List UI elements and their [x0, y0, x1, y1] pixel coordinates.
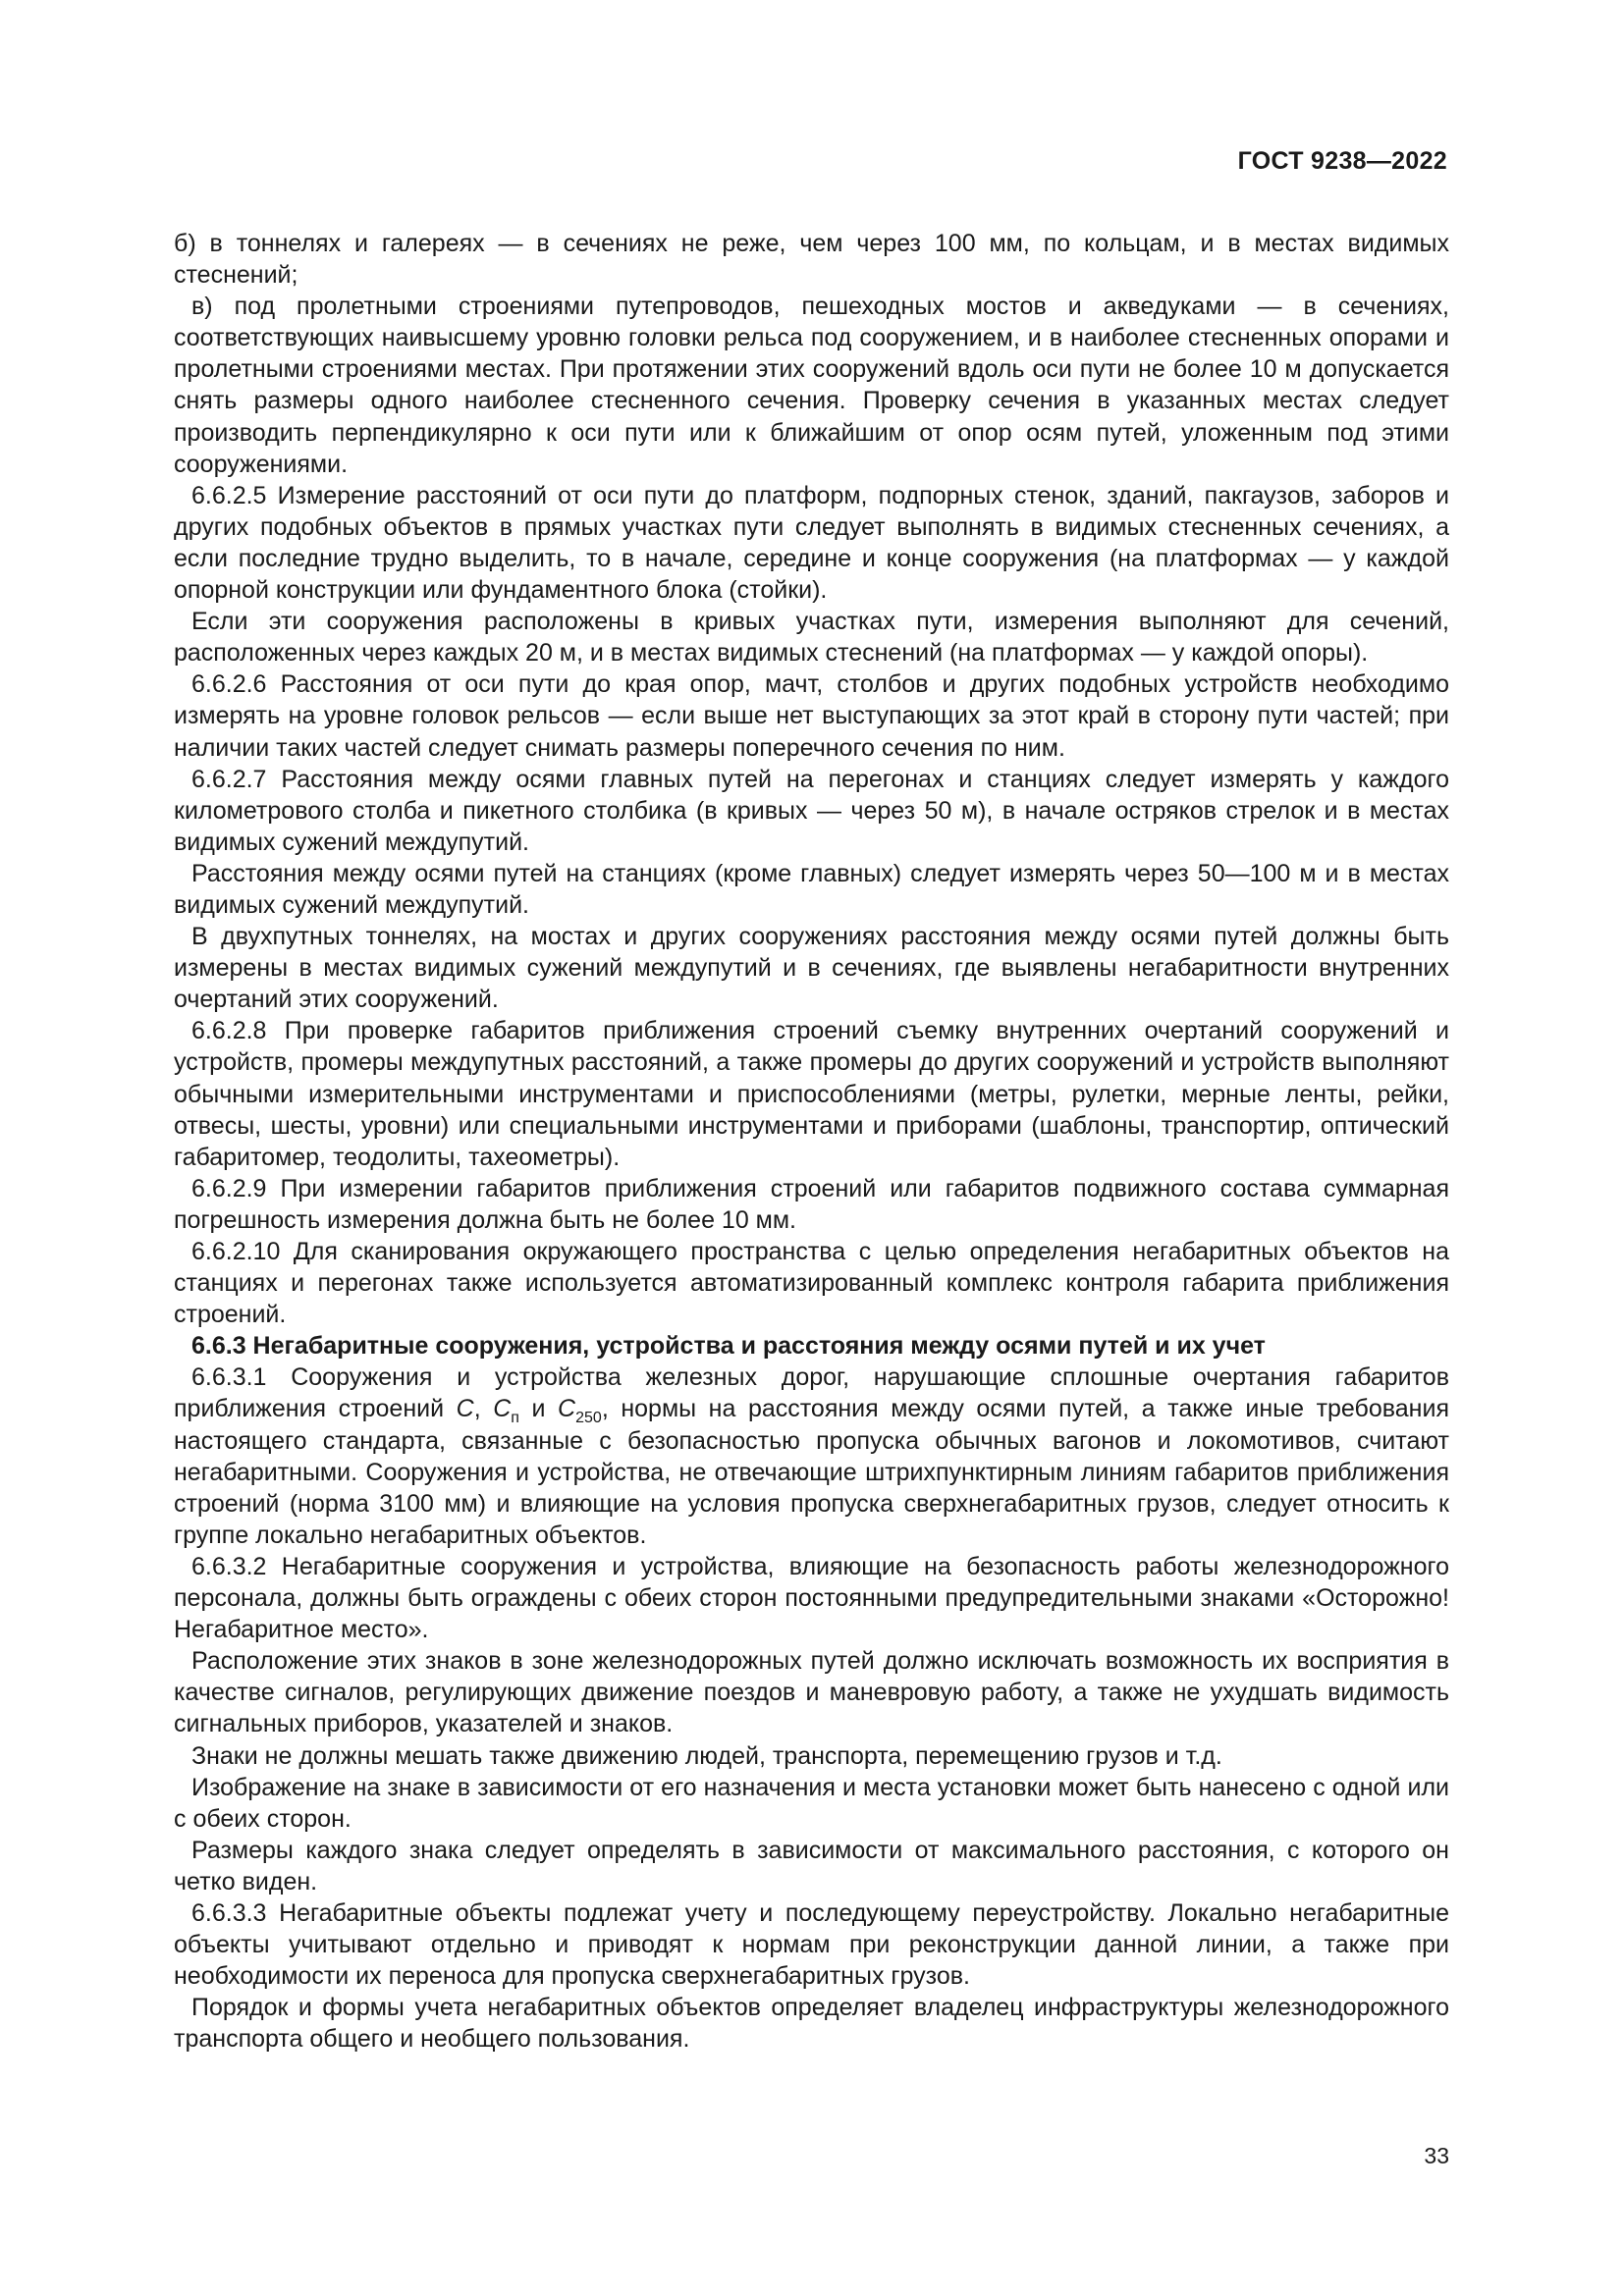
- symbol-c-p: С: [493, 1395, 512, 1423]
- document-code: ГОСТ 9238—2022: [1237, 147, 1447, 175]
- paragraph-b-tunnels: б) в тоннелях и галереях — в сечениях не реже, чем через 100 мм, по кольцам, и в местах видимых стеснений;: [174, 230, 1449, 290]
- paragraph-station-tracks: Расстояния между осями путей на станциях (кроме главных) следует измерять через 50—100 м и в местах видимых сужений междупутий.: [174, 859, 1449, 919]
- paragraph-6-6-2-9: 6.6.2.9 При измерении габаритов приближения строений или габаритов подвижного состава суммарная погрешность измерения должна быть не более 10 мм.: [174, 1174, 1449, 1234]
- paragraph-v-overpasses: в) под пролетными строениями путепроводов, пешеходных мостов и акведуками — в сечениях, соответствующих наивысшему уровню головки рельса под сооружением, и в наиболее стесненных опорами и пролетными строениями местах. При протяжении этих сооружений вдоль оси пути не более 10 м допускается снять размеры одного наиболее стесненного сечения. Проверку сечения в указанных местах следует производить перпендикулярно к оси пути или к ближайшим от опор осям путей, уложенным под этими сооружениями.: [174, 293, 1449, 478]
- paragraph-6-6-2-8: 6.6.2.8 При проверке габаритов приближения строений съемку внутренних очертаний сооружений и устройств, промеры междупутных расстояний, а также промеры до других сооружений и устройств выполняют обычными измерительными инструментами и приспособлениями (метры, рулетки, мерные ленты, рейки, отвесы, шесты, уровни) или специальными инструментами и приборами (шаблоны, транспортир, оптический габаритомер, теодолиты, тахеометры).: [174, 1017, 1449, 1171]
- symbol-c-250: С: [558, 1395, 576, 1423]
- paragraph-sign-size: Размеры каждого знака следует определять в зависимости от максимального расстояния, с которого он четко виден.: [174, 1836, 1449, 1896]
- paragraph-6-6-3-1-rest: , нормы на расстояния между осями путей, а также иные требования настоящего стандарта, связанные с безопасностью пропуска обычных вагонов и локомотивов, считают негабаритными. Сооружения и устройства, не отвечающие штрихпунктирным линиям габаритов приближения строений (норма 3100 мм) и влияющие на условия пропуска сверхнегабаритных грузов, следует относить к группе локально негабаритных объектов.: [174, 1395, 1449, 1549]
- section-heading-6-6-3: 6.6.3 Негабаритные сооружения, устройства и расстояния между осями путей и их учет: [191, 1332, 1266, 1361]
- separator-and: и: [518, 1395, 559, 1423]
- paragraph-6-6-2-6: 6.6.2.6 Расстояния от оси пути до края опор, мачт, столбов и других подобных устройств необходимо измерять на уровне головок рельсов — если выше нет выступающих за этот край в сторону пути частей; при наличии таких частей следует снимать размеры поперечного сечения по ним.: [174, 670, 1449, 762]
- separator-comma: ,: [473, 1395, 494, 1423]
- paragraph-6-6-3-3: 6.6.3.3 Негабаритные объекты подлежат учету и последующему переустройству. Локально негабаритные объекты учитывают отдельно и приводят к нормам при реконструкции данной линии, а также при необходимости их переноса для пропуска сверхнегабаритных грузов.: [174, 1898, 1449, 1991]
- paragraph-6-6-2-10: 6.6.2.10 Для сканирования окружающего пространства с целью определения негабаритных объектов на станциях и перегонах также используется автоматизированный комплекс контроля габарита приближения строений.: [174, 1238, 1449, 1329]
- paragraph-double-track-tunnels: В двухпутных тоннелях, на мостах и других сооружениях расстояния между осями путей должны быть измерены в местах видимых сужений междупутий и в сечениях, где выявлены негабаритности внутренних очертаний этих сооружений.: [174, 923, 1449, 1014]
- paragraph-sign-obstruction: Знаки не должны мешать также движению людей, транспорта, перемещению грузов и т.д.: [191, 1741, 1222, 1770]
- paragraph-6-6-3-1: [174, 1362, 1449, 1551]
- symbol-c-p-subscript: п: [511, 1410, 519, 1427]
- page-number: 33: [1424, 2143, 1449, 2168]
- body-text: [174, 228, 1449, 2055]
- paragraph-sign-image: Изображение на знаке в зависимости от его назначения и места установки может быть нанесено с одной или с обеих сторон.: [174, 1773, 1449, 1833]
- paragraph-curves: Если эти сооружения расположены в кривых участках пути, измерения выполняют для сечений, расположенных через каждых 20 м, и в местах видимых стеснений (на платформах — у каждой опоры).: [174, 608, 1449, 667]
- paragraph-accounting-order: Порядок и формы учета негабаритных объектов определяет владелец инфраструктуры железнодорожного транспорта общего и необщего пользования.: [174, 1994, 1449, 2054]
- paragraph-6-6-3-2: 6.6.3.2 Негабаритные сооружения и устройства, влияющие на безопасность работы железнодорожного персонала, должны быть ограждены с обеих сторон постоянными предупредительными знаками «Осторожно! Негабаритное место».: [174, 1552, 1449, 1644]
- symbol-c: С: [456, 1395, 474, 1423]
- paragraph-6-6-2-7: 6.6.2.7 Расстояния между осями главных путей на перегонах и станциях следует измерять у каждого километрового столба и пикетного столбика (в кривых — через 50 м), в начале остряков стрелок и в местах видимых сужений междупутий.: [174, 765, 1449, 856]
- paragraph-6-6-3-1-lead: 6.6.3.1 Сооружения и устройства железных дорог, нарушающие сплошные очертания габаритов приближения строений: [174, 1363, 1449, 1423]
- symbol-c-250-subscript: 250: [575, 1410, 602, 1427]
- paragraph-sign-placement: Расположение этих знаков в зоне железнодорожных путей должно исключать возможность их восприятия в качестве сигналов, регулирующих движение поездов и маневровую работу, а также не ухудшать видимость сигнальных приборов, указателей и знаков.: [174, 1647, 1449, 1738]
- paragraph-6-6-2-5: 6.6.2.5 Измерение расстояний от оси пути до платформ, подпорных стенок, зданий, пакгаузов, заборов и других подобных объектов в прямых участках пути следует выполнять в видимых стесненных сечениях, а если последние трудно выделить, то в начале, середине и конце сооружения (на платформах — у каждой опорной конструкции или фундаментного блока (стойки).: [174, 481, 1449, 605]
